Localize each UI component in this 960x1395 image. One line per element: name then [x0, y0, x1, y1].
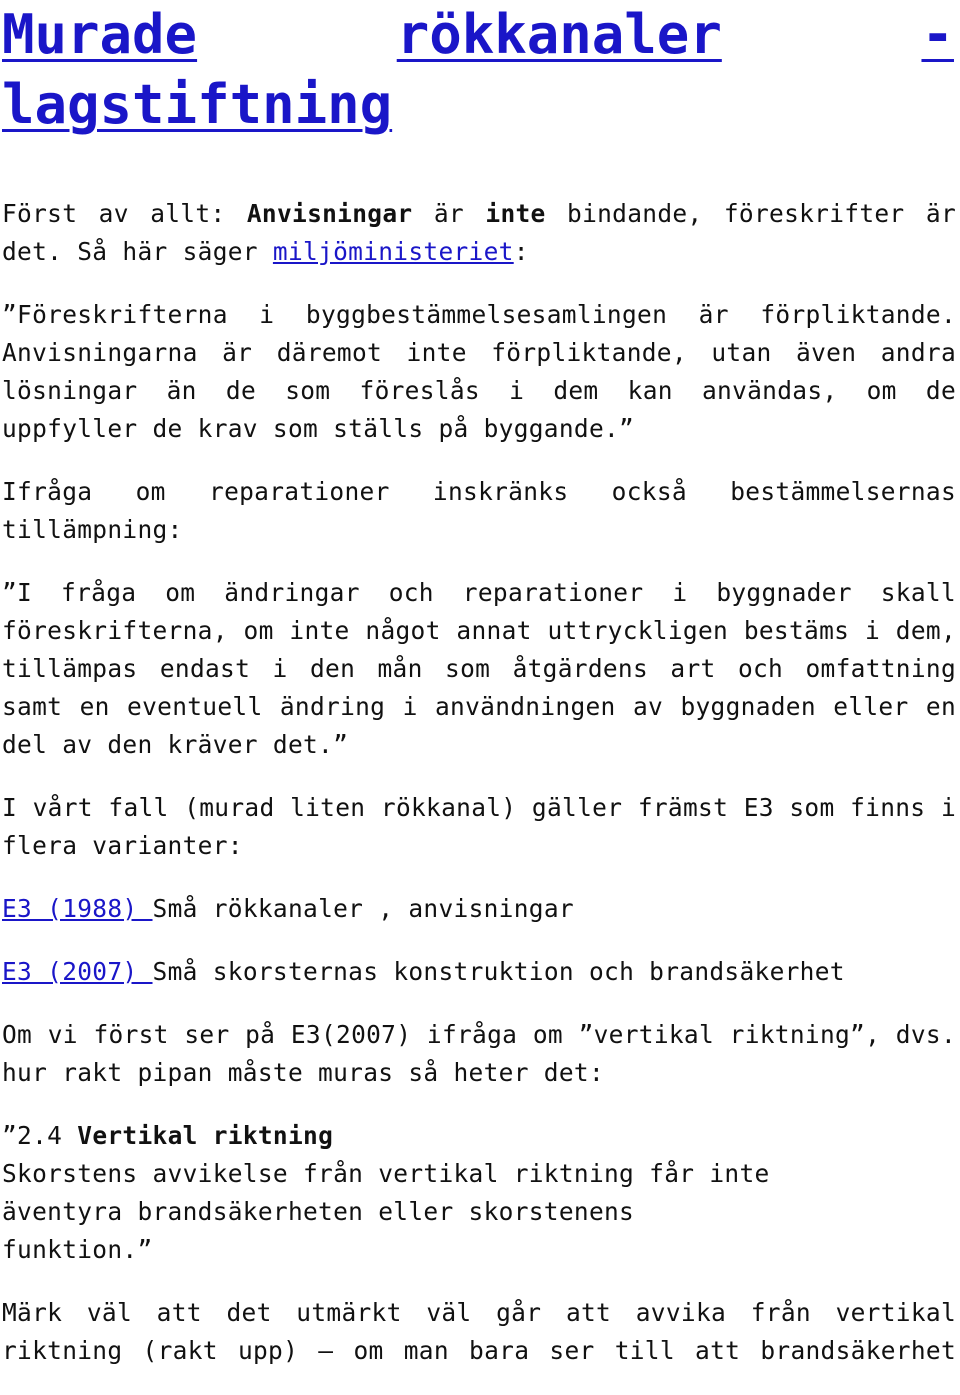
- text: Små skorsternas konstruktion och brandsäkerhet: [152, 957, 845, 986]
- title-link-word-1[interactable]: Murade: [2, 3, 198, 66]
- page-title: [2, 0, 956, 140]
- link-e3-1988[interactable]: E3 (1988): [2, 894, 153, 923]
- title-link-word-3[interactable]: lagstiftning: [2, 73, 393, 136]
- article-body: [2, 195, 956, 1395]
- text: Små rökkanaler , anvisningar: [152, 894, 574, 923]
- item-e3-1988: [2, 890, 956, 928]
- text: :: [513, 237, 529, 266]
- paragraph-quote-1: ”Föreskrifterna i byggbestämmelsesamlingen är förpliktande. Anvisningarna är däremot inte förpliktande, utan även andra lösningar än de som föreslås i dem kan användas, om de uppfyller de krav som ställs på byggande.”: [2, 300, 956, 443]
- paragraph-varianter: I vårt fall (murad liten rökkanal) gäller främst E3 som finns i flera varianter:: [2, 793, 956, 860]
- title-row-2: [2, 70, 956, 140]
- link-miljoministeriet[interactable]: miljöministeriet: [272, 237, 514, 266]
- paragraph-quote-3: [2, 1117, 956, 1269]
- title-link-word-2[interactable]: rökkanaler: [396, 3, 722, 66]
- paragraph-quote-2: ”I fråga om ändringar och reparationer i byggnader skall föreskrifterna, om inte något annat uttryckligen bestäms i dem, tillämpas endast i den mån som åtgärdens art och omfattning samt en eventuell ändring i användningen av byggnaden eller en del av den kräver det.”: [2, 578, 956, 759]
- paragraph-mark-val: Märk väl att det utmärkt väl går att avvika från vertikal riktning (rakt upp) – om man bara ser till att brandsäkerhet: [2, 1298, 956, 1365]
- bold-text: inte: [485, 199, 546, 228]
- text: funktion.”: [2, 1235, 153, 1264]
- quote-heading: Vertikal riktning: [77, 1121, 334, 1150]
- text: är: [412, 199, 486, 228]
- paragraph-reparationer: Ifråga om reparationer inskränks också bestämmelsernas tillämpning:: [2, 477, 956, 544]
- paragraph-vertikal: Om vi först ser på E3(2007) ifråga om ”vertikal riktning”, dvs. hur rakt pipan måste muras så heter det:: [2, 1020, 956, 1087]
- paragraph-intro: [2, 195, 956, 271]
- title-link-dash[interactable]: -: [921, 3, 954, 66]
- text: Först av allt:: [2, 199, 247, 228]
- text: ”2.4: [2, 1121, 78, 1150]
- link-e3-2007[interactable]: E3 (2007): [2, 957, 153, 986]
- text: bindande, föreskrifter är det. Så här säger: [2, 199, 957, 266]
- title-row-1: [2, 0, 954, 70]
- bold-text: Anvisningar: [246, 199, 413, 228]
- text: äventyra brandsäkerheten eller skorstenens: [2, 1197, 635, 1226]
- item-e3-2007: [2, 953, 956, 991]
- text: Skorstens avvikelse från vertikal riktning får inte: [2, 1159, 770, 1188]
